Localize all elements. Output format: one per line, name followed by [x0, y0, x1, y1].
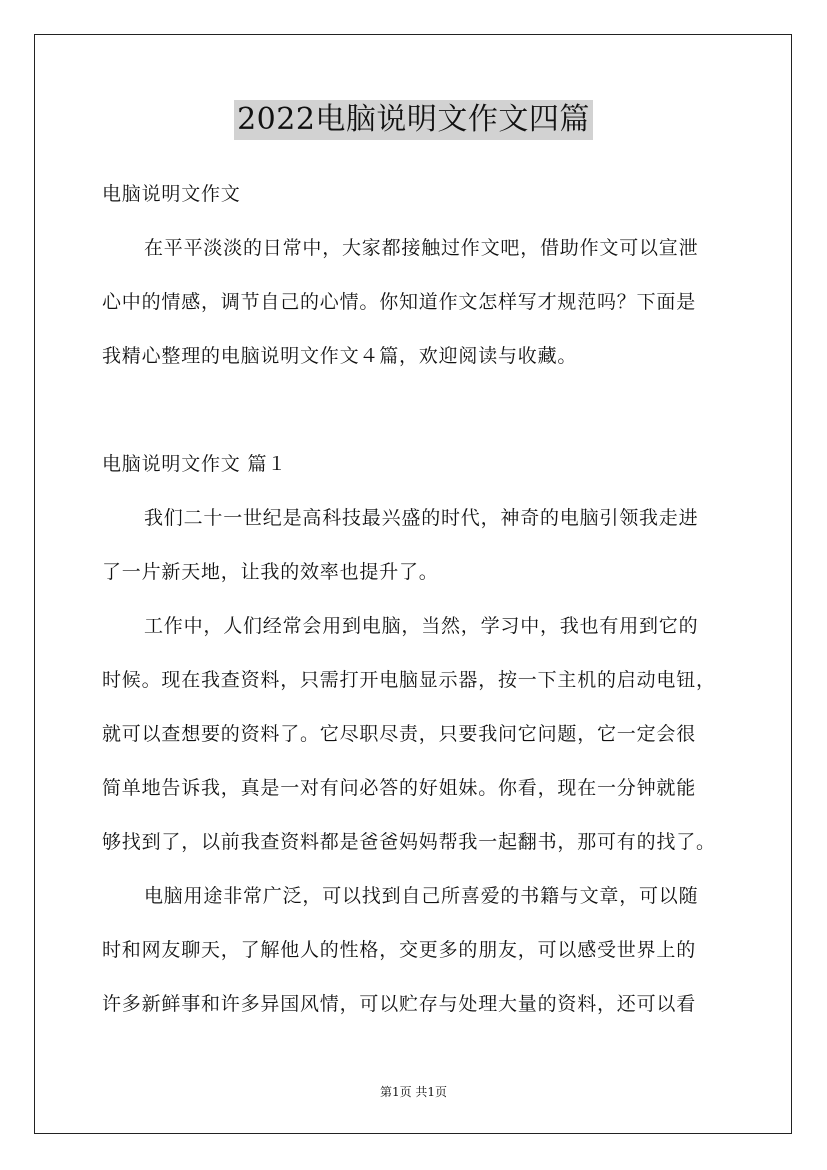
paragraph-line: 我们二十一世纪是高科技最兴盛的时代，神奇的电脑引领我走进	[144, 507, 699, 529]
paragraph-line: 时候。现在我查资料，只需打开电脑显示器，按一下主机的启动电钮，	[102, 669, 716, 691]
paragraph-line: 工作中，人们经常会用到电脑，当然，学习中，我也有用到它的	[144, 615, 699, 637]
paragraph-line: 就可以查想要的资料了。它尽职尽责，只要我问它问题，它一定会很	[102, 723, 697, 745]
page-footer: 第1页 共1页	[379, 1085, 448, 1099]
paragraph-line: 时和网友聊天，了解他人的性格，交更多的朋友，可以感受世界上的	[102, 939, 697, 961]
paragraph-line: 够找到了，以前我查资料都是爸爸妈妈帮我一起翻书，那可有的找了。	[102, 831, 716, 853]
paragraph-line: 电脑用途非常广泛，可以找到自己所喜爱的书籍与文章，可以随	[144, 885, 699, 907]
paragraph-line: 心中的情感，调节自己的心情。你知道作文怎样写才规范吗？下面是	[102, 291, 697, 313]
paragraph-line: 简单地告诉我，真是一对有问必答的好姐妹。你看，现在一分钟就能	[102, 777, 697, 799]
paragraph-line: 了一片新天地，让我的效率也提升了。	[102, 561, 439, 583]
section-heading: 电脑说明文作文 篇１	[102, 453, 288, 475]
section-heading: 电脑说明文作文	[102, 183, 241, 205]
title-container	[0, 100, 827, 140]
paragraph-line: 在平平淡淡的日常中，大家都接触过作文吧，借助作文可以宣泄	[144, 237, 699, 259]
document-title: 2022电脑说明文作文四篇	[234, 100, 593, 140]
paragraph-line: 我精心整理的电脑说明文作文４篇，欢迎阅读与收藏。	[102, 345, 578, 367]
paragraph-line: 许多新鲜事和许多异国风情，可以贮存与处理大量的资料，还可以看	[102, 993, 697, 1015]
